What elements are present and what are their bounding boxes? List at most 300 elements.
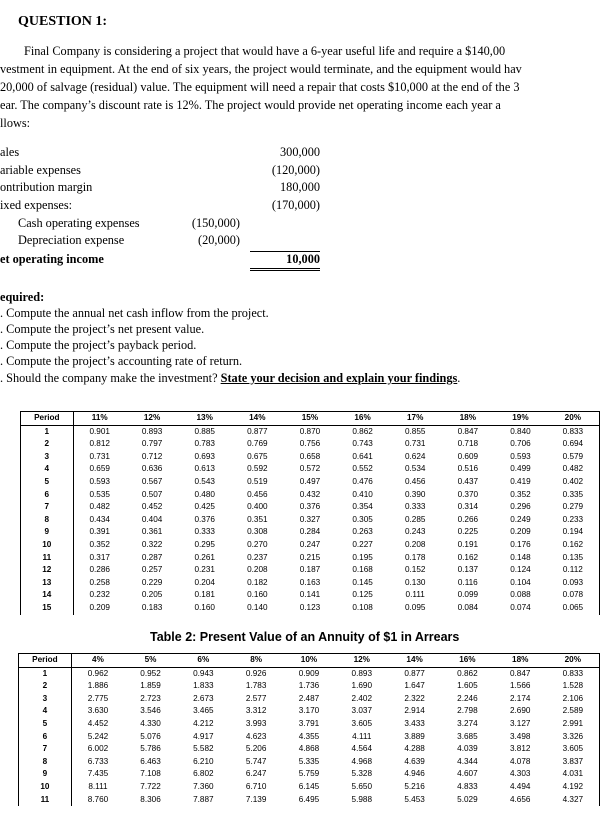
annuity-value-cell: 5.582	[193, 744, 214, 754]
pv-value-cell: 0.499	[510, 464, 531, 474]
pv-value-cell: 0.391	[89, 527, 110, 537]
pv-row	[21, 564, 600, 577]
annuity-period-cell: 2	[19, 680, 72, 693]
pv-value-cell: 0.229	[141, 577, 163, 587]
pv-value-cell: 0.295	[194, 539, 215, 549]
pv-row	[21, 463, 600, 476]
pv-value-cell: 0.476	[352, 476, 373, 486]
sales-value: 300,000	[280, 145, 320, 159]
pv-value-cell: 0.593	[89, 476, 110, 486]
annuity-value-cell: 4.656	[509, 794, 531, 804]
annuity-value-cell: 3.127	[509, 718, 531, 728]
pv-value-cell: 0.130	[404, 577, 426, 587]
annuity-value-cell: 3.037	[351, 706, 373, 716]
annuity-value-cell: 4.564	[351, 744, 373, 754]
annuity-value-cell: 5.747	[245, 756, 267, 766]
annuity-value-cell: 0.893	[351, 668, 373, 678]
annuity-value-cell: 7.360	[193, 781, 214, 791]
annuity-value-cell: 4.288	[404, 744, 425, 754]
annuity-value-cell: 4.868	[298, 744, 320, 754]
pv-value-cell: 0.893	[141, 426, 163, 436]
pv-value-cell: 0.261	[194, 552, 215, 562]
pv-value-cell: 0.263	[352, 527, 373, 537]
pv-value-cell: 0.279	[562, 502, 584, 512]
pv-value-cell: 0.333	[194, 527, 215, 537]
pv-header-cell: 14%	[231, 412, 284, 426]
pv-value-cell: 0.636	[141, 464, 163, 474]
pv-value-cell: 0.162	[562, 539, 584, 549]
pv-value-cell: 0.482	[562, 464, 584, 474]
annuity-value-cell: 4.833	[457, 781, 478, 791]
pv-value-cell: 0.641	[352, 451, 373, 461]
pv-value-cell: 0.305	[352, 514, 373, 524]
pv-value-cell: 0.572	[299, 464, 321, 474]
annuity-value-cell: 3.837	[562, 756, 584, 766]
paragraph-line-5: llows:	[0, 116, 31, 130]
required-item-4: . Compute the project’s accounting rate of return.	[0, 354, 243, 368]
annuity-period-cell: 7	[19, 743, 72, 756]
annuity-value-cell: 2.402	[351, 693, 373, 703]
annuity-value-cell: 2.174	[509, 693, 531, 703]
annuity-value-cell: 3.498	[509, 731, 531, 741]
annuity-period-cell: 5	[19, 718, 72, 731]
pv-value-cell: 0.125	[352, 590, 373, 600]
pv-value-cell: 0.317	[89, 552, 110, 562]
pv-value-cell: 0.160	[194, 602, 215, 612]
required-heading: equired:	[0, 290, 45, 304]
annuity-value-cell: 5.335	[298, 756, 320, 766]
pv-period-cell: 7	[21, 501, 74, 514]
pv-value-cell: 0.870	[299, 426, 321, 436]
variable-expenses-label: ariable expenses	[0, 163, 81, 177]
pv-value-cell: 0.543	[194, 476, 215, 486]
paragraph-line-1: Final Company is considering a project that would have a 6-year useful life and require a $140,00	[24, 44, 506, 58]
annuity-value-cell: 3.465	[193, 706, 214, 716]
pv-value-cell: 0.855	[404, 426, 426, 436]
pv-value-cell: 0.731	[404, 439, 426, 449]
annuity-value-cell: 6.495	[298, 794, 320, 804]
pv-value-cell: 0.519	[247, 476, 268, 486]
pv-value-cell: 0.123	[299, 602, 321, 612]
pv-value-cell: 0.116	[457, 577, 478, 587]
pv-value-cell: 0.160	[247, 590, 268, 600]
annuity-value-cell: 3.274	[457, 718, 478, 728]
annuity-value-cell: 7.887	[193, 794, 214, 804]
pv-period-cell: 3	[21, 451, 74, 464]
pv-value-cell: 0.901	[89, 426, 110, 436]
annuity-row	[19, 768, 600, 781]
annuity-value-cell: 1.566	[509, 681, 531, 691]
annuity-value-cell: 5.216	[404, 781, 425, 791]
annuity-header-cell: 12%	[335, 654, 388, 668]
pv-header-row	[21, 412, 600, 426]
annuity-row	[19, 667, 600, 680]
depreciation-expense-label: Depreciation expense	[18, 233, 125, 247]
annuity-value-cell: 5.650	[351, 781, 373, 791]
pv-value-cell: 0.812	[89, 439, 110, 449]
pv-value-cell: 0.137	[457, 565, 479, 575]
annuity-value-cell: 4.946	[404, 769, 425, 779]
annuity-value-cell: 1.690	[351, 681, 373, 691]
pv-header-cell: Period	[21, 412, 74, 426]
pv-value-cell: 0.285	[404, 514, 426, 524]
pv-value-cell: 0.194	[562, 527, 584, 537]
pv-header-cell: 17%	[389, 412, 442, 426]
annuity-value-cell: 6.145	[298, 781, 320, 791]
pv-value-cell: 0.249	[510, 514, 531, 524]
annuity-row	[19, 743, 600, 756]
annuity-period-cell: 4	[19, 705, 72, 718]
pv-period-cell: 1	[21, 425, 74, 438]
pv-value-cell: 0.266	[457, 514, 479, 524]
annuity-row	[19, 794, 600, 807]
pv-header-cell: 20%	[547, 412, 600, 426]
pv-value-cell: 0.124	[510, 565, 531, 575]
pv-value-cell: 0.333	[404, 502, 426, 512]
annuity-value-cell: 5.029	[457, 794, 478, 804]
annuity-value-cell: 5.759	[298, 769, 320, 779]
net-operating-income-value: 10,000	[286, 252, 320, 266]
annuity-row	[19, 756, 600, 769]
annuity-value-cell: 2.723	[140, 693, 161, 703]
pv-value-cell: 0.191	[457, 539, 479, 549]
pv-value-cell: 0.095	[404, 602, 426, 612]
pv-value-cell: 0.437	[457, 476, 479, 486]
annuity-period-cell: 11	[19, 794, 72, 807]
annuity-value-cell: 0.862	[457, 668, 478, 678]
total-double-rule-bottom	[250, 270, 320, 271]
pv-value-cell: 0.609	[457, 451, 479, 461]
pv-header-cell: 12%	[126, 412, 179, 426]
pv-value-cell: 0.227	[352, 539, 373, 549]
annuity-value-cell: 2.589	[562, 706, 584, 716]
annuity-header-cell: 5%	[124, 654, 177, 668]
annuity-value-cell: 3.546	[140, 706, 161, 716]
pv-value-cell: 0.456	[247, 489, 268, 499]
annuity-value-cell: 0.943	[193, 668, 214, 678]
pv-value-cell: 0.308	[247, 527, 268, 537]
paragraph-line-3: 20,000 of salvage (residual) value. The equipment will need a repair that costs $10,000 at the end of the 3	[0, 80, 520, 94]
present-value-table	[20, 411, 600, 615]
annuity-header-cell: 10%	[283, 654, 336, 668]
annuity-value-cell: 6.733	[87, 756, 109, 766]
annuity-table-title: Table 2: Present Value of an Annuity of $1 in Arrears	[150, 630, 460, 644]
pv-value-cell: 0.178	[404, 552, 426, 562]
pv-period-cell: 15	[21, 602, 74, 615]
pv-row	[21, 451, 600, 464]
pv-value-cell: 0.135	[562, 552, 584, 562]
required-item-5-emphasis: State your decision and explain your findings	[220, 371, 458, 385]
pv-value-cell: 0.287	[141, 552, 163, 562]
pv-period-cell: 9	[21, 526, 74, 539]
pv-row	[21, 501, 600, 514]
pv-value-cell: 0.400	[247, 502, 268, 512]
pv-value-cell: 0.693	[194, 451, 215, 461]
pv-period-cell: 2	[21, 438, 74, 451]
variable-expenses-value: (120,000)	[271, 163, 320, 177]
annuity-value-cell: 6.710	[245, 781, 267, 791]
pv-value-cell: 0.624	[404, 451, 426, 461]
annuity-header-cell: 16%	[441, 654, 494, 668]
pv-value-cell: 0.141	[299, 590, 321, 600]
annuity-value-cell: 3.170	[298, 706, 320, 716]
sales-label: ales	[0, 145, 20, 159]
pv-row	[21, 602, 600, 615]
contribution-margin-value: 180,000	[280, 180, 320, 194]
pv-row	[21, 577, 600, 590]
annuity-value-cell: 3.812	[509, 744, 531, 754]
cash-operating-expenses-value: (150,000)	[191, 216, 240, 230]
annuity-header-cell: Period	[19, 654, 72, 668]
pv-value-cell: 0.712	[141, 451, 163, 461]
pv-value-cell: 0.482	[89, 502, 110, 512]
annuity-value-cell: 4.327	[562, 794, 584, 804]
pv-value-cell: 0.208	[404, 539, 426, 549]
pv-header-cell: 19%	[494, 412, 547, 426]
annuity-value-cell: 4.192	[562, 781, 584, 791]
annuity-value-cell: 1.736	[298, 681, 320, 691]
pv-value-cell: 0.743	[352, 439, 373, 449]
pv-period-cell: 12	[21, 564, 74, 577]
annuity-value-cell: 2.106	[562, 693, 584, 703]
pv-period-cell: 13	[21, 577, 74, 590]
annuity-value-cell: 4.355	[298, 731, 320, 741]
pv-row	[21, 514, 600, 527]
pv-period-cell: 5	[21, 476, 74, 489]
required-item-5-period: .	[457, 371, 461, 385]
annuity-value-cell: 3.605	[562, 744, 584, 754]
annuity-value-cell: 2.775	[87, 693, 109, 703]
annuity-value-cell: 4.111	[352, 731, 372, 741]
annuity-value-cell: 4.452	[87, 718, 109, 728]
annuity-period-cell: 8	[19, 756, 72, 769]
required-item-1: . Compute the annual net cash inflow from the project.	[0, 306, 269, 320]
pv-value-cell: 0.112	[562, 565, 583, 575]
annuity-value-cell: 2.798	[457, 706, 478, 716]
annuity-value-cell: 3.993	[245, 718, 267, 728]
pv-value-cell: 0.390	[404, 489, 426, 499]
pv-period-cell: 10	[21, 539, 74, 552]
annuity-period-cell: 6	[19, 731, 72, 744]
pv-row	[21, 425, 600, 438]
pv-value-cell: 0.322	[141, 539, 163, 549]
annuity-row	[19, 680, 600, 693]
pv-value-cell: 0.425	[194, 502, 215, 512]
annuity-value-cell: 2.673	[193, 693, 214, 703]
pv-value-cell: 0.783	[194, 439, 215, 449]
pv-value-cell: 0.497	[299, 476, 321, 486]
annuity-value-cell: 0.962	[87, 668, 109, 678]
pv-value-cell: 0.516	[457, 464, 479, 474]
pv-value-cell: 0.480	[194, 489, 215, 499]
pv-value-cell: 0.209	[89, 602, 110, 612]
annuity-value-cell: 3.433	[404, 718, 425, 728]
pv-value-cell: 0.613	[194, 464, 215, 474]
pv-value-cell: 0.756	[299, 439, 321, 449]
pv-row	[21, 589, 600, 602]
pv-value-cell: 0.675	[247, 451, 268, 461]
pv-header-cell: 13%	[178, 412, 231, 426]
pv-row	[21, 526, 600, 539]
annuity-value-cell: 3.312	[245, 706, 267, 716]
pv-value-cell: 0.659	[89, 464, 110, 474]
annuity-value-cell: 1.783	[245, 681, 267, 691]
pv-value-cell: 0.065	[562, 602, 584, 612]
pv-value-cell: 0.286	[89, 565, 110, 575]
annuity-value-cell: 1.886	[87, 681, 109, 691]
annuity-value-cell: 3.889	[404, 731, 425, 741]
annuity-value-cell: 6.247	[245, 769, 267, 779]
pv-period-cell: 8	[21, 514, 74, 527]
pv-value-cell: 0.534	[404, 464, 426, 474]
pv-value-cell: 0.706	[510, 439, 531, 449]
annuity-value-cell: 3.605	[351, 718, 373, 728]
annuity-value-cell: 4.330	[140, 718, 161, 728]
annuity-value-cell: 0.877	[404, 668, 425, 678]
pv-row	[21, 539, 600, 552]
pv-value-cell: 0.204	[194, 577, 215, 587]
annuity-row	[19, 718, 600, 731]
annuity-value-cell: 1.647	[404, 681, 425, 691]
pv-value-cell: 0.434	[89, 514, 110, 524]
pv-value-cell: 0.731	[89, 451, 110, 461]
pv-value-cell: 0.078	[562, 590, 584, 600]
annuity-value-cell: 1.859	[140, 681, 161, 691]
pv-period-cell: 6	[21, 489, 74, 502]
annuity-value-cell: 5.786	[140, 744, 161, 754]
pv-value-cell: 0.840	[510, 426, 531, 436]
pv-value-cell: 0.257	[141, 565, 163, 575]
pv-value-cell: 0.237	[247, 552, 268, 562]
pv-table-body	[21, 425, 600, 614]
annuity-value-cell: 4.917	[193, 731, 214, 741]
pv-header-cell: 11%	[73, 412, 126, 426]
pv-row	[21, 438, 600, 451]
pv-value-cell: 0.452	[141, 502, 163, 512]
pv-value-cell: 0.233	[562, 514, 584, 524]
pv-value-cell: 0.592	[247, 464, 268, 474]
annuity-header-cell: 4%	[71, 654, 124, 668]
pv-value-cell: 0.258	[89, 577, 110, 587]
pv-value-cell: 0.183	[141, 602, 163, 612]
pv-value-cell: 0.099	[457, 590, 479, 600]
pv-value-cell: 0.296	[510, 502, 531, 512]
total-double-rule-top	[250, 268, 320, 269]
annuity-value-cell: 1.833	[193, 681, 214, 691]
annuity-value-cell: 4.639	[404, 756, 425, 766]
annuity-value-cell: 4.494	[509, 781, 531, 791]
annuity-value-cell: 6.463	[140, 756, 161, 766]
annuity-value-cell: 6.002	[87, 744, 109, 754]
required-item-3: . Compute the project’s payback period.	[0, 338, 197, 352]
pv-value-cell: 0.187	[299, 565, 321, 575]
annuity-value-cell: 8.111	[88, 781, 108, 791]
contribution-margin-label: ontribution margin	[0, 180, 93, 194]
pv-value-cell: 0.579	[562, 451, 584, 461]
annuity-value-cell: 2.914	[404, 706, 425, 716]
pv-value-cell: 0.361	[141, 527, 163, 537]
fixed-expenses-value: (170,000)	[271, 198, 320, 212]
pv-header-cell: 15%	[284, 412, 337, 426]
pv-value-cell: 0.209	[510, 527, 531, 537]
pv-value-cell: 0.877	[247, 426, 268, 436]
annuity-value-cell: 2.487	[298, 693, 320, 703]
annuity-value-cell: 4.078	[509, 756, 531, 766]
pv-value-cell: 0.243	[404, 527, 426, 537]
pv-value-cell: 0.658	[299, 451, 321, 461]
pv-value-cell: 0.111	[405, 590, 425, 600]
annuity-row	[19, 781, 600, 794]
pv-row	[21, 489, 600, 502]
annuity-value-cell: 0.952	[140, 668, 161, 678]
paragraph-line-4: ear. The company’s discount rate is 12%. The project would provide net operating income each year a	[0, 98, 501, 112]
annuity-value-cell: 5.076	[140, 731, 161, 741]
pv-value-cell: 0.195	[352, 552, 373, 562]
pv-value-cell: 0.410	[352, 489, 373, 499]
annuity-value-cell: 5.206	[245, 744, 267, 754]
pv-value-cell: 0.176	[510, 539, 531, 549]
pv-value-cell: 0.862	[352, 426, 373, 436]
annuity-value-cell: 5.453	[404, 794, 425, 804]
annuity-value-cell: 1.605	[457, 681, 478, 691]
annuity-value-cell: 4.303	[509, 769, 531, 779]
pv-value-cell: 0.084	[457, 602, 479, 612]
pv-value-cell: 0.376	[299, 502, 321, 512]
pv-value-cell: 0.718	[457, 439, 479, 449]
annuity-header-cell: 14%	[388, 654, 441, 668]
pv-value-cell: 0.327	[299, 514, 321, 524]
annuity-row	[19, 731, 600, 744]
pv-value-cell: 0.507	[141, 489, 163, 499]
pv-value-cell: 0.074	[510, 602, 531, 612]
pv-value-cell: 0.225	[457, 527, 479, 537]
pv-header-cell: 18%	[442, 412, 495, 426]
pv-value-cell: 0.145	[352, 577, 373, 587]
annuity-header-row	[19, 654, 600, 668]
annuity-value-cell: 5.328	[351, 769, 373, 779]
pv-value-cell: 0.232	[89, 590, 110, 600]
pv-period-cell: 11	[21, 552, 74, 565]
pv-value-cell: 0.108	[352, 602, 373, 612]
depreciation-expense-value: (20,000)	[197, 233, 240, 247]
annuity-value-cell: 5.242	[87, 731, 109, 741]
pv-value-cell: 0.432	[299, 489, 321, 499]
pv-value-cell: 0.694	[562, 439, 584, 449]
annuity-value-cell: 8.760	[87, 794, 109, 804]
annuity-value-cell: 4.344	[457, 756, 478, 766]
annuity-value-cell: 2.246	[457, 693, 478, 703]
annuity-value-cell: 3.630	[87, 706, 109, 716]
annuity-value-cell: 0.909	[298, 668, 320, 678]
annuity-value-cell: 8.306	[140, 794, 161, 804]
annuity-value-cell: 4.212	[193, 718, 214, 728]
pv-value-cell: 0.247	[299, 539, 321, 549]
annuity-row	[19, 693, 600, 706]
pv-value-cell: 0.552	[352, 464, 373, 474]
annuity-value-cell: 7.722	[140, 781, 161, 791]
annuity-header-cell: 6%	[177, 654, 230, 668]
pv-value-cell: 0.352	[89, 539, 110, 549]
pv-value-cell: 0.284	[299, 527, 321, 537]
annuity-value-cell: 2.991	[562, 718, 584, 728]
annuity-period-cell: 10	[19, 781, 72, 794]
pv-row	[21, 552, 600, 565]
annuity-value-cell: 7.108	[140, 769, 161, 779]
pv-value-cell: 0.335	[562, 489, 584, 499]
net-operating-income-label: et operating income	[0, 252, 104, 266]
pv-period-cell: 14	[21, 589, 74, 602]
pv-value-cell: 0.351	[247, 514, 268, 524]
